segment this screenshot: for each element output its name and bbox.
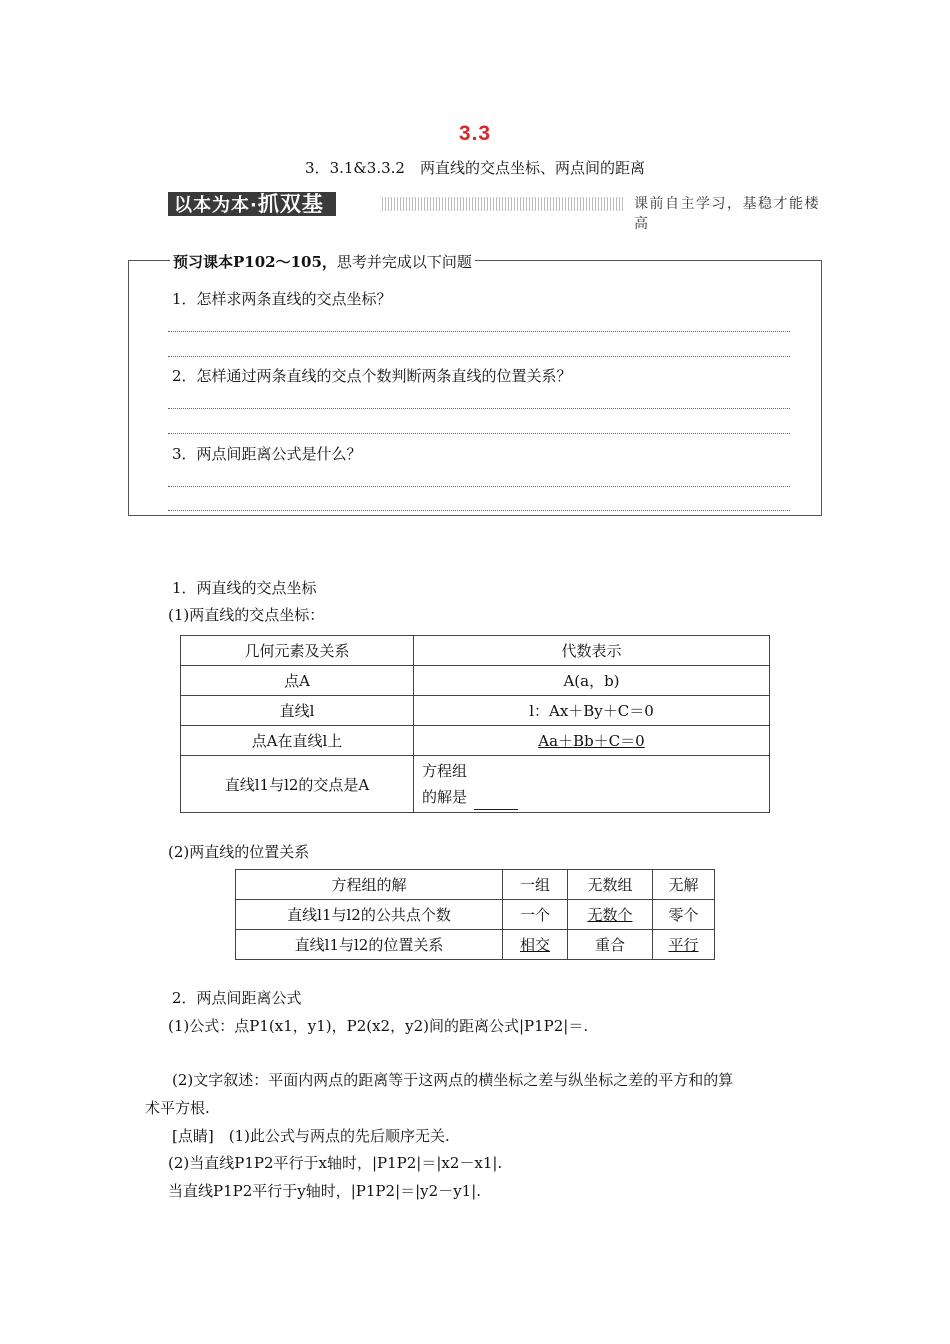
answer-blank[interactable] (474, 809, 518, 810)
table-header: 代数表示 (414, 636, 770, 666)
text-description: (2)文字叙述：平面内两点的距离等于这两点的横坐标之差与纵坐标之差的平方和的算 (172, 1071, 734, 1089)
answer-line[interactable] (168, 486, 790, 487)
answer-line[interactable] (168, 331, 790, 332)
section1-sub2: (2)两直线的位置关系 (168, 843, 310, 861)
note-tip: [点睛] (1)此公式与两点的先后顺序无关. (172, 1127, 450, 1145)
table-cell: 直线l1与l2的公共点个数 (236, 900, 503, 930)
preview-question-2: 2．怎样通过两条直线的交点个数判断两条直线的位置关系？ (172, 367, 572, 385)
preview-title: 预习课本P102～105，思考并完成以下问题 (170, 251, 475, 272)
answer-line[interactable] (168, 510, 790, 511)
table-header: 方程组的解 (236, 870, 503, 900)
table-cell-equation: 方程组 的解是 (414, 756, 770, 813)
note-x-axis: (2)当直线P1P2平行于x轴时，|P1P2|＝|x2－x1|. (168, 1154, 503, 1172)
note-y-axis: 当直线P1P2平行于y轴时，|P1P2|＝|y2－y1|. (168, 1182, 482, 1200)
table-cell: A(a，b) (414, 666, 770, 696)
section1-heading: 1．两直线的交点坐标 (172, 579, 317, 597)
table-cell: 直线l (181, 696, 414, 726)
distance-formula: (1)公式：点P1(x1，y1)，P2(x2，y2)间的距离公式|P1P2|＝. (168, 1017, 589, 1035)
table-header: 无数组 (568, 870, 653, 900)
answer-line[interactable] (168, 356, 790, 357)
section2-heading: 2．两点间距离公式 (172, 989, 302, 1007)
table-header: 一组 (503, 870, 568, 900)
table-cell-answer: Aa＋Bb＋C＝0 (414, 726, 770, 756)
table-cell: l：Ax＋By＋C＝0 (414, 696, 770, 726)
banner-label: 以本为本·抓双基 (168, 192, 336, 216)
table-cell: 直线l1与l2的交点是A (181, 756, 414, 813)
section1-sub1: (1)两直线的交点坐标： (168, 606, 325, 624)
table-cell: 重合 (568, 930, 653, 960)
table-cell: 点A在直线l上 (181, 726, 414, 756)
preview-question-3: 3．两点间距离公式是什么？ (172, 445, 362, 463)
preview-question-1: 1．怎样求两条直线的交点坐标？ (172, 290, 392, 308)
section-number: 3.3 (458, 122, 492, 145)
answer-line[interactable] (168, 408, 790, 409)
table-header: 几何元素及关系 (181, 636, 414, 666)
position-table (235, 869, 715, 960)
intersection-table (180, 635, 770, 813)
table-cell: 零个 (653, 900, 715, 930)
table-cell-answer: 相交 (503, 930, 568, 960)
section-banner (168, 189, 840, 232)
banner-slogan: 课前自主学习，基稳才能楼高 (624, 193, 840, 233)
table-cell: 一个 (503, 900, 568, 930)
lesson-subtitle: 3．3.1&3.3.2 两直线的交点坐标、两点间的距离 (305, 159, 645, 177)
table-header: 无解 (653, 870, 715, 900)
answer-line[interactable] (168, 433, 790, 434)
table-cell-answer: 无数个 (568, 900, 653, 930)
table-cell: 点A (181, 666, 414, 696)
table-cell: 直线l1与l2的位置关系 (236, 930, 503, 960)
text-description-cont: 术平方根. (145, 1099, 210, 1117)
table-cell-answer: 平行 (653, 930, 715, 960)
